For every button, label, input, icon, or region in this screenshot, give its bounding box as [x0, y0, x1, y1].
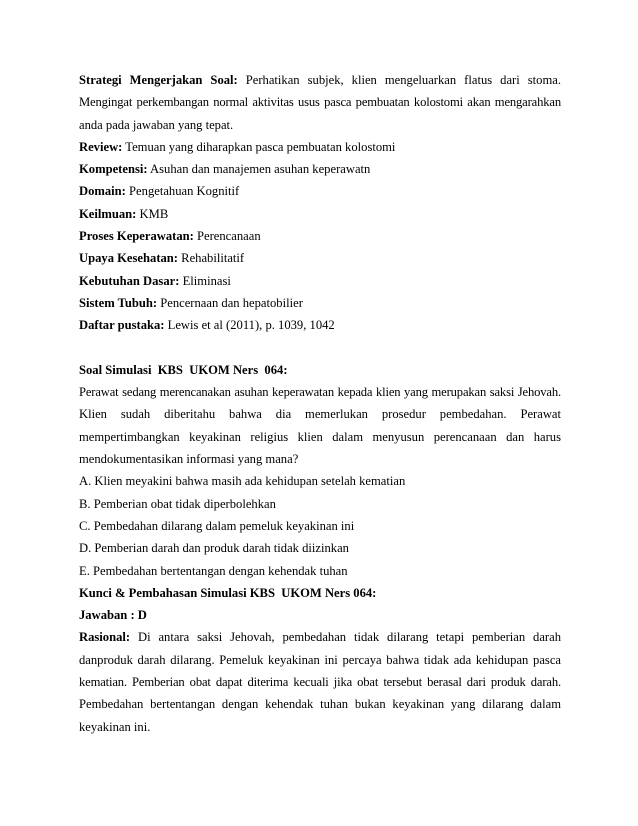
meta-value: Temuan yang diharapkan pasca pembuatan kolostomi	[125, 139, 396, 154]
option-e: E. Pembedahan bertentangan dengan kehendak tuhan	[79, 563, 348, 578]
meta-domain	[79, 180, 561, 202]
meta-value: Eliminasi	[182, 273, 231, 288]
meta-value: Pengetahuan Kognitif	[129, 184, 240, 199]
meta-label: Daftar pustaka:	[79, 318, 165, 333]
soal-line-3: mempertimbangkan keyakinan religius klien dalam menyusun perencanaan dan harus	[79, 429, 561, 444]
rasional-line-3: kematian. Pemberian obat dapat diterima kecuali jika obat tersebut berasal dari produk darah.	[79, 675, 561, 690]
rasional-line-4: Pembedahan bertentangan dengan kehendak tuhan bukan keyakinan yang dilarang dalam	[79, 697, 561, 712]
strategi-line-3: anda pada jawaban yang tepat.	[79, 117, 234, 132]
strategi-label: Strategi Mengerjakan Soal:	[79, 73, 238, 87]
kunci-heading: Kunci & Pembahasan Simulasi KBS UKOM Ners 064:	[79, 585, 377, 600]
meta-value: Asuhan dan manajemen asuhan keperawatn	[150, 162, 371, 177]
option-c: C. Pembedahan dilarang dalam pemeluk keyakinan ini	[79, 518, 355, 533]
meta-proses-keperawatan	[79, 225, 561, 247]
soal-line-4: mendokumentasikan informasi yang mana?	[79, 452, 299, 467]
rasional-line-2: danproduk darah dilarang. Pemeluk keyakinan ini percaya bahwa tidak ada kehidupan pasca	[79, 652, 561, 667]
option-d: D. Pemberian darah dan produk darah tidak diizinkan	[79, 541, 349, 556]
meta-sistem-tubuh	[79, 292, 561, 314]
meta-kebutuhan-dasar	[79, 270, 561, 292]
meta-value: Perencanaan	[197, 229, 261, 244]
meta-value: KMB	[139, 206, 169, 221]
jawaban: Jawaban : D	[79, 608, 147, 623]
meta-kompetensi	[79, 158, 561, 180]
meta-daftar-pustaka	[79, 314, 561, 336]
meta-review	[79, 136, 561, 158]
rasional-line-5: keyakinan ini.	[79, 719, 151, 734]
soal-line-1: Perawat sedang merencanakan asuhan keperawatan kepada klien yang merupakan saksi Jehovah.	[79, 385, 561, 400]
document-page	[79, 69, 561, 738]
meta-label: Review:	[79, 139, 123, 154]
meta-keilmuan	[79, 203, 561, 225]
soal-heading: Soal Simulasi KBS UKOM Ners 064:	[79, 362, 288, 377]
rasional-text-1: Di antara saksi Jehovah, pembedahan tidak dilarang tetapi pemberian darah	[137, 630, 561, 645]
meta-upaya-kesehatan	[79, 247, 561, 269]
meta-value: Rehabilitatif	[181, 251, 245, 266]
option-b: B. Pemberian obat tidak diperbolehkan	[79, 496, 276, 511]
meta-label: Kompetensi:	[79, 162, 148, 177]
rasional-line-1	[79, 626, 561, 648]
meta-label: Upaya Kesehatan:	[79, 251, 179, 266]
meta-label: Keilmuan:	[79, 206, 137, 221]
meta-label: Domain:	[79, 184, 126, 199]
strategi-line-1	[79, 69, 561, 91]
rasional-label: Rasional:	[79, 630, 131, 645]
blank-line	[79, 337, 561, 359]
meta-label: Proses Keperawatan:	[79, 229, 194, 244]
meta-label: Sistem Tubuh:	[79, 295, 158, 310]
meta-value: Pencernaan dan hepatobilier	[160, 295, 303, 310]
soal-line-2: Klien sudah diberitahu bahwa dia memerlukan prosedur pembedahan. Perawat	[79, 407, 561, 422]
meta-value: Lewis et al (2011), p. 1039, 1042	[167, 318, 335, 333]
meta-label: Kebutuhan Dasar:	[79, 273, 180, 288]
strategi-line-2: Mengingat perkembangan normal aktivitas usus pasca pembuatan kolostomi akan mengarahkan	[79, 95, 561, 110]
option-a: A. Klien meyakini bahwa masih ada kehidupan setelah kematian	[79, 474, 406, 489]
strategi-text-1: Perhatikan subjek, klien mengeluarkan flatus dari stoma.	[245, 73, 561, 87]
